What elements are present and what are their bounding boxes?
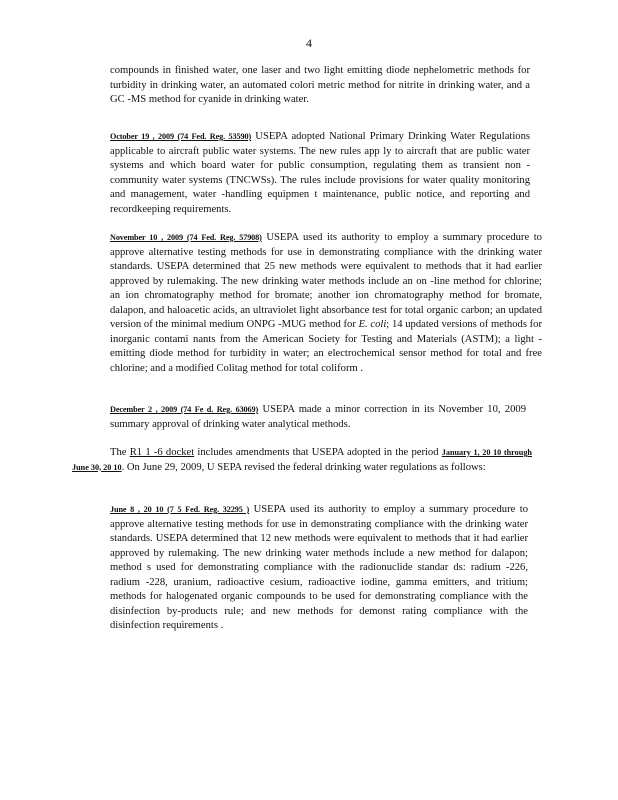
entry-italic-text: E. coli xyxy=(358,319,387,330)
entry-text: USEPA used its authority to employ a summary procedure to approve alternative testing methods for use in demonstrating compliance with the drinking water standards. USEPA determined that 25 new methods were equivalent to methods that it had earlier approved by rulemaking. The new drinking water methods include an on -line method for chlorine; an ion chromatography method for bromate; another ion chromatography method for bromate, dalapon, and haloacetic acids, an ultraviolet light absorbance test for total organic carbon; an updated version of the minimal medium ONPG -MUG method for xyxy=(110,232,542,330)
entry-date-label: June 8 , 20 10 (7 5 Fed. Reg. 32295 ) xyxy=(110,505,250,514)
entry-december-2009 xyxy=(110,403,526,432)
continuation-paragraph xyxy=(110,64,530,108)
entry-november-2009 xyxy=(110,231,542,376)
entry-date-label: October 19 , 2009 (74 Fed. Reg. 53590) xyxy=(110,132,252,141)
continuation-text: compounds in finished water, one laser and two light emitting diode nephelometric methods for turbidity in drinking water, an automated colori metric method for nitrite in drinking water, and a GC -MS method for cyanide in drinking water. xyxy=(110,65,530,105)
entry-text: USEPA made a minor correction in its November 10, 2009 summary approval of drinking water analytical methods. xyxy=(110,404,526,430)
intro-paragraph xyxy=(72,446,532,475)
entry-october-2009 xyxy=(110,130,530,217)
period-label: January 1, 20 10 through June 30, 20 10 xyxy=(72,448,532,472)
intro-text-b: includes amendments that USEPA adopted in the period xyxy=(197,447,439,458)
entry-text: USEPA used its authority to employ a summary procedure to approve alternative testing methods for use in demonstrating compliance with the drinking water standards. USEPA determined that 12 new methods were equivalent to methods that it had earlier approved by rulemaking. The new drinking water methods include a new method for dalapon; method s used for demonstrating compliance with the radionuclide standar ds: radium -226, radium -228, uranium, radioactive cesium, radioactive iodine, gamma emitters, and tritium; methods for halogenated organic compounds to be used for demonstrating compliance with the disinfection by-products rule; and new methods for demonst rating compliance with the disinfection requirements . xyxy=(110,504,528,631)
intro-text-a: The xyxy=(110,447,127,458)
entry-text: USEPA adopted National Primary Drinking Water Regulations applicable to aircraft public water systems. The new rules app ly to aircraft that are public water systems and which board water for public consumption, regulating them as transient non -community water systems (TNCWSs). The rules include provisions for water quality monitoring and management, water -handling equipmen t maintenance, public notice, and reporting and recordkeeping requirements. xyxy=(110,131,530,215)
entry-date-label: December 2 , 2009 (74 Fe d. Reg. 63069) xyxy=(110,405,259,414)
entry-text-continued: ; 14 updated versions of methods for inorganic contami nants from the American Society for Testing and Materials (ASTM); a light -emitting diode method for turbidity in water; an electrochemical sensor method for total and free chlorine; and a modified Colitag method for total coliform . xyxy=(110,319,542,374)
intro-text-c: . On June 29, 2009, U SEPA revised the federal drinking water regulations as follows: xyxy=(121,461,486,473)
docket-label: R1 1 -6 docket xyxy=(129,447,195,458)
page-number: 4 xyxy=(306,36,312,50)
entry-date-label: November 10 , 2009 (74 Fed. Reg. 57908) xyxy=(110,233,262,242)
entry-june-2010 xyxy=(110,503,528,634)
